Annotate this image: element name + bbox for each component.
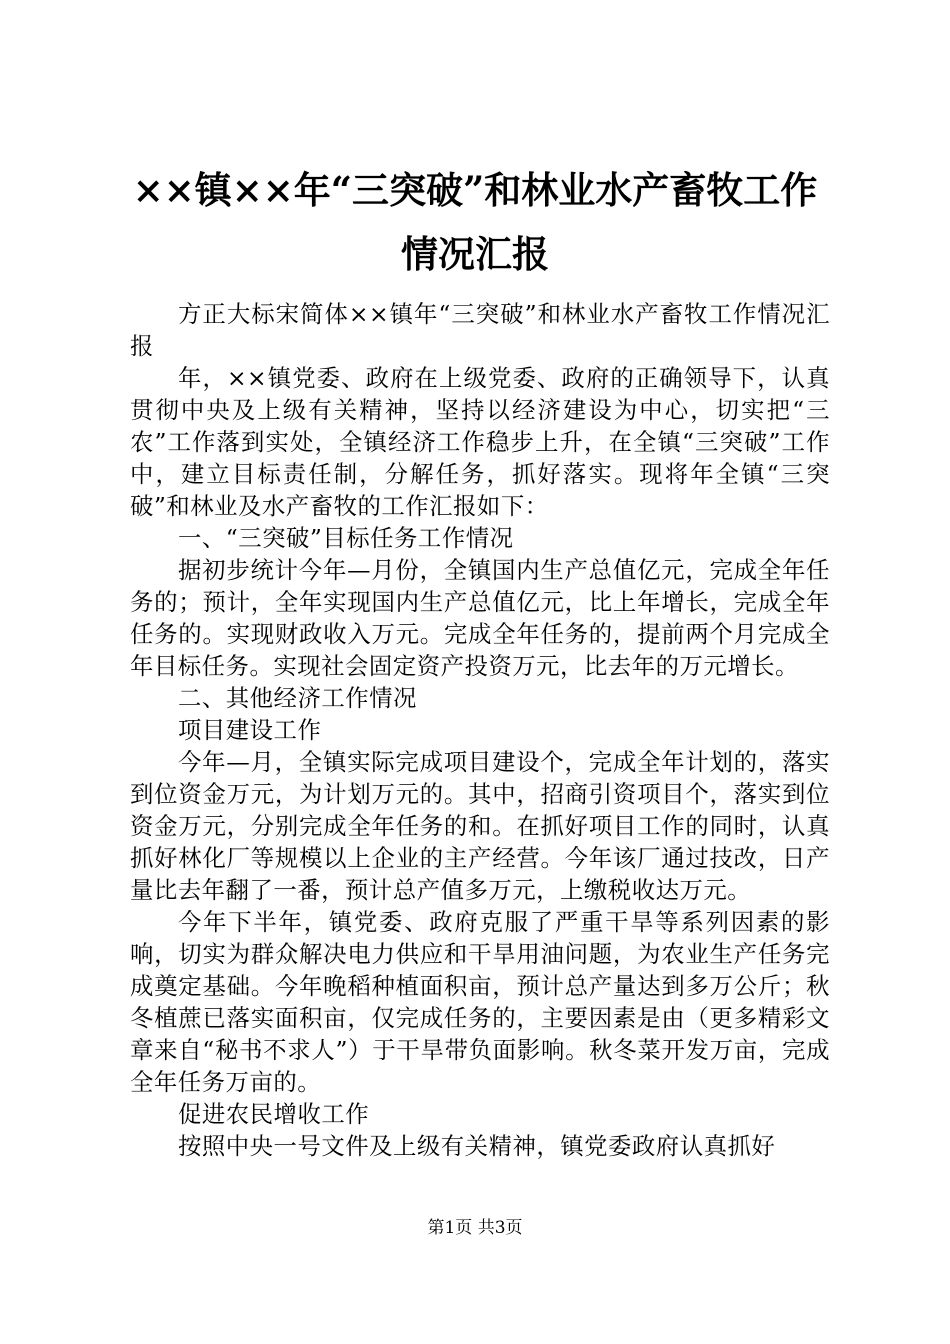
subsection-heading-projects: 项目建设工作 [178, 716, 322, 744]
document-title-line-1: ××镇××年“三突破”和林业水产畜牧工作 [132, 168, 818, 212]
document-title [100, 158, 850, 286]
section-heading-1: 一、“三突破”目标任务工作情况 [178, 524, 514, 552]
paragraph-intro: 年，××镇党委、政府在上级党委、政府的正确领导下，认真贯彻中央及上级有关精神，坚持以经济建设为中心，切实把“三农”工作落到实处，全镇经济工作稳步上升，在全镇“三突破”工作中，建立目标责任制，分解任务，抓好落实。现将年全镇“三突破”和林业及水产畜牧的工作汇报如下： [130, 364, 830, 520]
subsection-heading-income: 促进农民增收工作 [178, 1100, 370, 1128]
page-number-footer: 第1页 共3页 [427, 1218, 523, 1238]
paragraph-projects: 今年—月，全镇实际完成项目建设个，完成全年计划的，落实到位资金万元，为计划万元的。其中，招商引资项目个，落实到位资金万元，分别完成全年任务的和。在抓好项目工作的同时，认真抓好林化厂等规模以上企业的主产经营。今年该厂通过技改，日产量比去年翻了一番，预计总产值多万元，上缴税收达万元。 [130, 748, 830, 904]
document-title-line-2: 情况汇报 [401, 232, 549, 276]
paragraph-agriculture: 今年下半年，镇党委、政府克服了严重干旱等系列因素的影响，切实为群众解决电力供应和干旱用油问题，为农业生产任务完成奠定基础。今年晚稻种植面积亩，预计总产量达到多万公斤；秋冬植蔗已落实面积亩，仅完成任务的，主要因素是由（更多精彩文章来自“秘书不求人”）于干旱带负面影响。秋冬菜开发万亩，完成全年任务万亩的。 [130, 908, 830, 1096]
paragraph-income: 按照中央一号文件及上级有关精神，镇党委政府认真抓好 [178, 1132, 776, 1160]
document-body [130, 298, 830, 1162]
paragraph-subtitle: 方正大标宋简体××镇年“三突破”和林业水产畜牧工作情况汇报 [130, 300, 830, 360]
paragraph-statistics: 据初步统计今年—月份，全镇国内生产总值亿元，完成全年任务的；预计，全年实现国内生产总值亿元，比上年增长，完成全年任务的。实现财政收入万元。完成全年任务的，提前两个月完成全年目标任务。实现社会固定资产投资万元，比去年的万元增长。 [130, 556, 830, 680]
section-heading-2: 二、其他经济工作情况 [178, 684, 417, 712]
